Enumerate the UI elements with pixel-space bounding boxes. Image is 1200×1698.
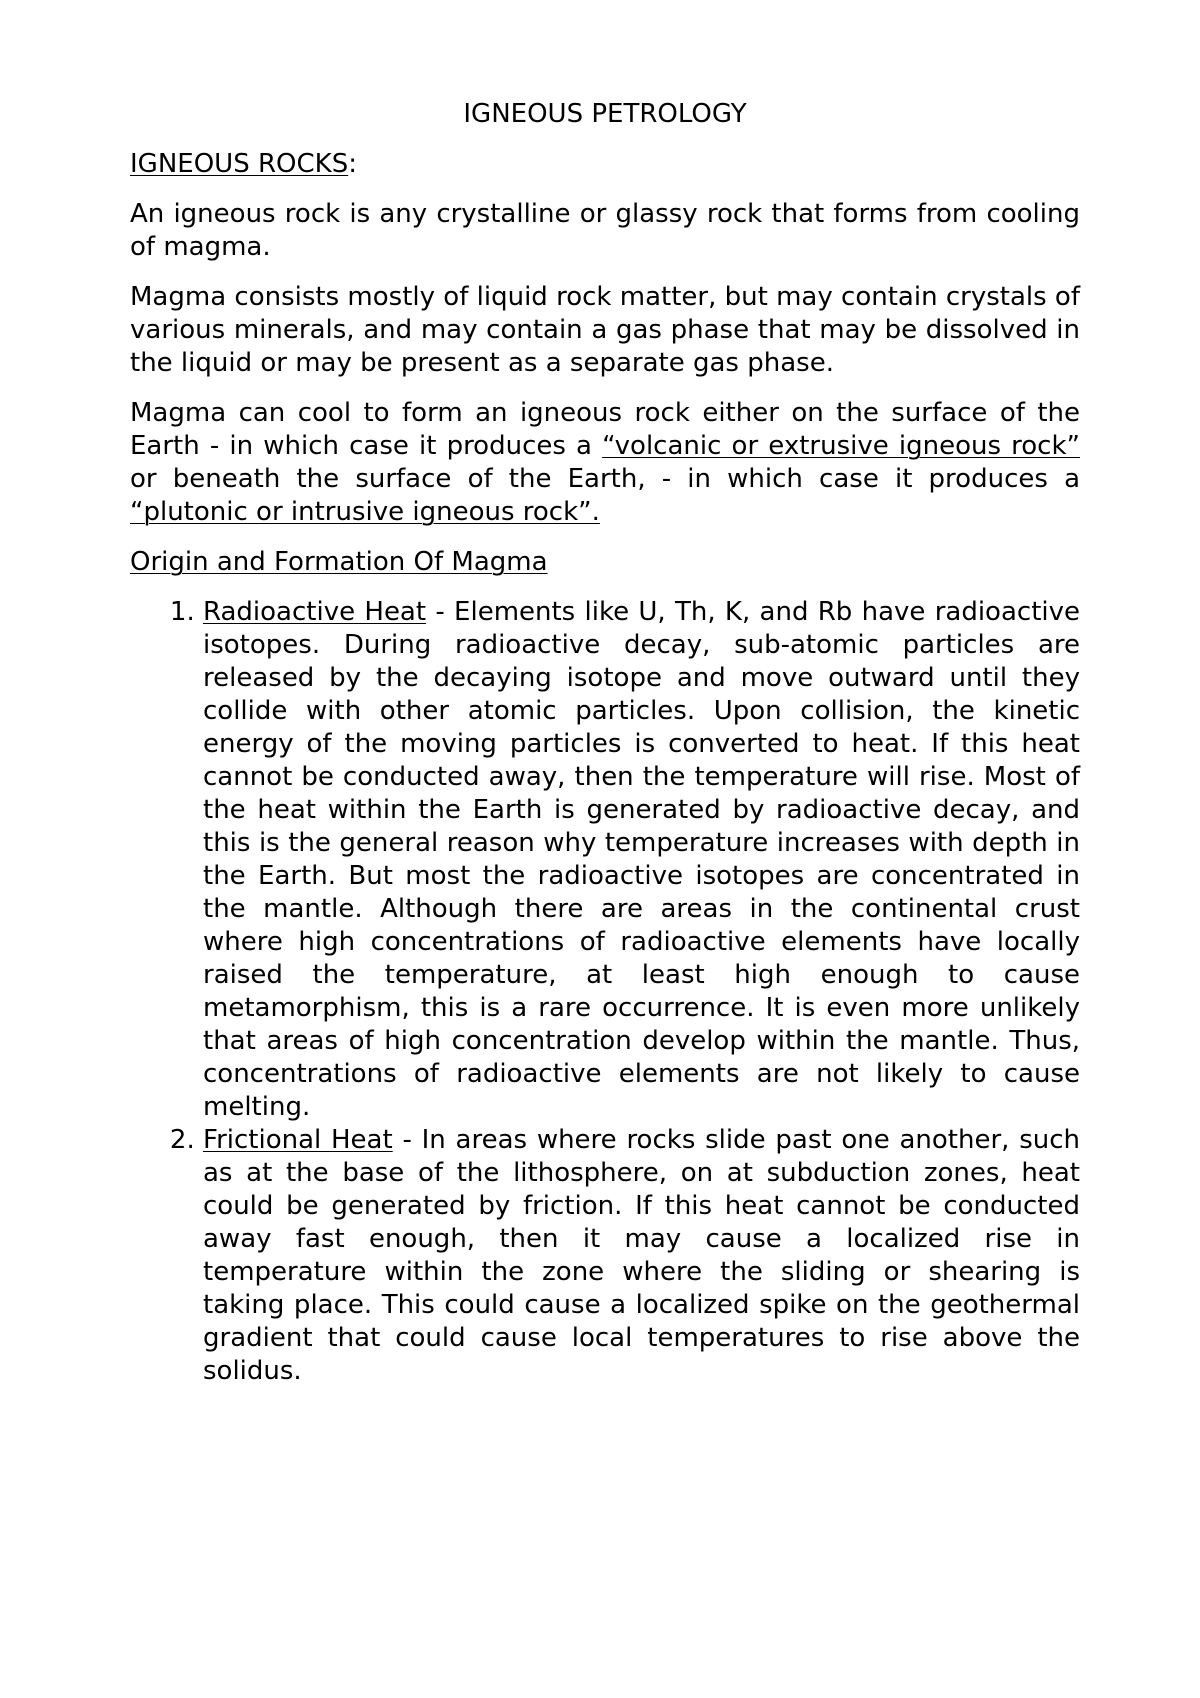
term-plutonic-rock: “plutonic or intrusive igneous rock”. <box>130 497 600 527</box>
paragraph-cooling-part-2: or beneath the surface of the Earth, - in which case it produces a <box>130 464 1080 494</box>
list-item-frictional-heat <box>203 1124 1080 1388</box>
list-item-term: Frictional Heat <box>203 1125 393 1155</box>
subheading <box>130 546 1080 579</box>
term-volcanic-rock: “volcanic or extrusive igneous rock” <box>602 431 1080 461</box>
list-item-text: - Elements like U, Th, K, and Rb have radioactive isotopes. During radioactive decay, sub-atomic particles are released by the decaying isotope and move outward until they collide with other atomic particles. Upon collision, the kinetic energy of the moving particles is converted to heat. If this heat cannot be conducted away, then the temperature will rise. Most of the heat within the Earth is generated by radioactive decay, and this is the general reason why temperature increases with depth in the Earth. But most the radioactive isotopes are concentrated in the mantle. Although there are areas in the continental crust where high concentrations of radioactive elements have locally raised the temperature, at least high enough to cause metamorphism, this is a rare occurrence. It is even more unlikely that areas of high concentration develop within the mantle. Thus, concentrations of radioactive elements are not likely to cause melting. <box>203 597 1080 1122</box>
paragraph-magma-composition: Magma consists mostly of liquid rock matter, but may contain crystals of various minerals, and may contain a gas phase that may be dissolved in the liquid or may be present as a separate gas phase. <box>130 282 1080 378</box>
subheading-text: Origin and Formation Of Magma <box>130 547 548 577</box>
paragraph-definition: An igneous rock is any crystalline or glassy rock that forms from cooling of magma. <box>130 199 1080 262</box>
list-item-radioactive-heat <box>203 596 1080 1124</box>
section-heading-text: IGNEOUS ROCKS <box>130 149 349 179</box>
list-item-text: - In areas where rocks slide past one another, such as at the base of the lithosphere, on at subduction zones, heat could be generated by friction. If this heat cannot be conducted away fast enough, then it may cause a localized rise in temperature within the zone where the sliding or shearing is taking place. This could cause a localized spike on the geothermal gradient that could cause local temperatures to rise above the solidus. <box>203 1125 1080 1386</box>
paragraph-cooling-part-1: Magma can cool to form an igneous rock either on the surface of the Earth - in which case it produces a <box>130 398 1080 461</box>
section-heading <box>130 148 1080 181</box>
list-item-term: Radioactive Heat <box>203 597 427 627</box>
magma-origin-list <box>130 596 1080 1388</box>
section-heading-colon: : <box>348 149 357 179</box>
document-page <box>130 98 1080 1388</box>
document-title: IGNEOUS PETROLOGY <box>463 99 747 129</box>
paragraph-cooling <box>130 397 1080 529</box>
